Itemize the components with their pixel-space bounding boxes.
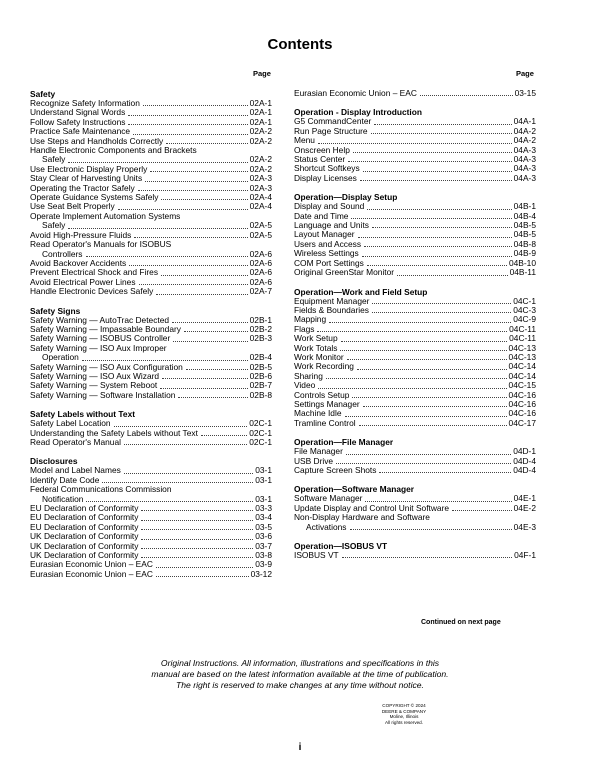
dot-leader — [342, 557, 512, 558]
dot-leader — [341, 341, 508, 342]
dot-leader — [348, 161, 511, 162]
dot-leader — [365, 501, 511, 502]
dot-leader — [350, 529, 512, 530]
toc-section — [294, 484, 536, 532]
toc-entry-page: 04B-9 — [513, 248, 536, 259]
toc-entry-title: UK Declaration of Conformity — [30, 540, 139, 551]
toc-entry-page: 04C-1 — [513, 295, 536, 306]
dot-leader — [68, 228, 247, 229]
toc-entry-page: 02A-4 — [249, 201, 272, 212]
dot-leader — [138, 190, 248, 191]
dot-leader — [186, 369, 248, 370]
dot-leader — [133, 134, 248, 135]
toc-entry[interactable] — [30, 287, 272, 296]
toc-entry-page: 02A-5 — [249, 229, 272, 240]
toc-entry-title: Layout Manager — [294, 229, 355, 240]
toc-entry-page: 04F-1 — [514, 550, 536, 561]
toc-entry-page: 04C-11 — [509, 323, 536, 334]
toc-entry-page: 02A-1 — [249, 116, 272, 127]
dot-leader — [372, 227, 512, 228]
dot-leader — [143, 105, 248, 106]
toc-entry-title: Non-Display Hardware and Software — [294, 512, 430, 523]
toc-entry-title: Understand Signal Words — [30, 107, 126, 118]
toc-entry-title: Safety Warning — System Reboot — [30, 380, 158, 391]
toc-entry-page: 04B-5 — [513, 229, 536, 240]
toc-entry-title: Settings Manager — [294, 398, 360, 409]
footer-line: manual are based on the latest information available at the time of publication. — [151, 669, 449, 679]
toc-entry[interactable] — [294, 419, 536, 428]
toc-entry-page: 02A-1 — [249, 107, 272, 118]
toc-entry-title: Original GreenStar Monitor — [294, 267, 395, 278]
toc-entry-title: Controls Setup — [294, 389, 350, 400]
dot-leader — [374, 124, 511, 125]
toc-entry-title: Safety Warning — Impassable Boundary — [30, 323, 181, 334]
section-heading: Operation - Display Introduction — [294, 107, 422, 118]
toc-entry-page: 04B-10 — [508, 257, 536, 268]
dot-leader — [141, 539, 253, 540]
toc-section — [30, 89, 272, 297]
toc-entry-title: COM Port Settings — [294, 257, 364, 268]
toc-entry[interactable] — [30, 438, 272, 447]
toc-entry-title: Display and Sound — [294, 201, 365, 212]
toc-section — [30, 456, 272, 579]
toc-entry-page: 02A-3 — [249, 173, 272, 184]
toc-entry-title: ISOBUS VT — [294, 550, 339, 561]
toc-entry-title: Users and Access — [294, 238, 362, 249]
dot-leader — [347, 359, 507, 360]
toc-entry-page: 04B-11 — [509, 267, 536, 278]
toc-entry-title: Identify Date Code — [30, 474, 100, 485]
toc-section — [294, 437, 536, 475]
toc-entry-page: 04B-1 — [513, 201, 536, 212]
toc-entry-page: 04C-15 — [508, 380, 536, 391]
toc-entry-page: 04B-8 — [513, 238, 536, 249]
toc-entry-title: Avoid High-Pressure Fluids — [30, 229, 132, 240]
toc-entry-title: Eurasian Economic Union – EAC — [294, 88, 417, 98]
toc-section — [30, 306, 272, 401]
dot-leader — [139, 284, 248, 285]
dot-leader — [359, 425, 507, 426]
toc-entry-title: Eurasian Economic Union – EAC — [30, 559, 153, 570]
page-column-header-right: Page — [516, 69, 534, 78]
toc-entry-title: Safety Warning — ISO Aux Improper — [30, 342, 167, 353]
toc-entry-page: 03-5 — [255, 521, 272, 532]
toc-entry-title: UK Declaration of Conformity — [30, 531, 139, 542]
toc-entry-page: 04A-2 — [513, 125, 536, 136]
dot-leader — [161, 275, 248, 276]
dot-leader — [141, 510, 253, 511]
toc-entry-title: Sharing — [294, 370, 323, 381]
dot-leader — [184, 331, 248, 332]
toc-entry-page: 03-1 — [255, 474, 272, 485]
toc-entry-title: Run Page Structure — [294, 125, 368, 136]
toc-entry-page: 04E-2 — [513, 502, 536, 513]
copyright-line: Moline, Illinois — [389, 714, 419, 720]
toc-entry-title: Federal Communications Commission — [30, 484, 172, 495]
section-heading: Operation—Display Setup — [294, 192, 398, 203]
toc-entry[interactable] — [294, 523, 536, 532]
dot-leader — [329, 322, 511, 323]
toc-entry-page: 02C-1 — [249, 418, 272, 429]
section-heading: Operation—File Manager — [294, 437, 394, 448]
toc-entry-title: Safely — [42, 154, 66, 165]
dot-leader — [364, 246, 512, 247]
toc-entry[interactable] — [294, 306, 536, 315]
dot-leader — [124, 444, 247, 445]
copyright-line: DEERE & COMPANY — [381, 708, 427, 714]
dot-leader — [372, 303, 511, 304]
toc-right-column — [294, 89, 536, 569]
dot-leader — [86, 501, 253, 502]
toc-entry-page: 02A-6 — [249, 257, 272, 268]
toc-entry-title: Fields & Boundaries — [294, 304, 369, 315]
dot-leader — [128, 124, 247, 125]
toc-entry-page: 02A-2 — [249, 135, 272, 146]
toc-entry[interactable] — [294, 362, 536, 371]
toc-entry-page: 02A-2 — [249, 126, 272, 137]
toc-section — [294, 107, 536, 183]
dot-leader — [124, 473, 253, 474]
section-heading: Operation—ISOBUS VT — [294, 541, 388, 552]
toc-section — [30, 409, 272, 447]
dot-leader — [352, 397, 506, 398]
toc-entry-title: Safety Warning — ISOBUS Controller — [30, 333, 171, 344]
toc-entry-title: Operate Guidance Systems Safely — [30, 192, 159, 203]
toc-entry-title: Read Operator's Manual — [30, 437, 121, 447]
toc-entry-title: Use Seat Belt Properly — [30, 201, 115, 212]
toc-entry-page: 04C-9 — [513, 314, 536, 325]
toc-entry-page: 02A-6 — [249, 267, 272, 278]
toc-entry-title: Safety Label Location — [30, 418, 111, 429]
toc-entry[interactable] — [294, 315, 536, 324]
toc-entry-page: 04D-1 — [513, 446, 536, 457]
toc-entry-title: Flags — [294, 323, 315, 334]
dot-leader — [363, 406, 507, 407]
toc-entry-title: Recognize Safety Information — [30, 98, 140, 108]
toc-entry-page: 02A-7 — [249, 286, 272, 297]
dot-leader — [141, 557, 253, 558]
toc-entry-page: 02A-2 — [249, 163, 272, 174]
footer-notice — [60, 658, 540, 691]
dot-leader — [141, 520, 253, 521]
dot-leader — [172, 322, 248, 323]
dot-leader — [156, 576, 249, 577]
toc-entry-title: Model and Label Names — [30, 465, 121, 476]
dot-leader — [340, 350, 506, 351]
dot-leader — [363, 171, 512, 172]
dot-leader — [351, 218, 511, 219]
toc-entry-page: 03-1 — [255, 493, 272, 504]
toc-entry-page: 04A-3 — [513, 163, 536, 174]
toc-entry[interactable] — [294, 89, 536, 98]
toc-entry-page: 04C-16 — [508, 408, 536, 419]
toc-entry-page: 02B-5 — [249, 361, 272, 372]
toc-entry-page: 02B-8 — [249, 389, 272, 400]
dot-leader — [345, 416, 507, 417]
toc-entry-page: 03-7 — [255, 540, 272, 551]
toc-entry-title: Capture Screen Shots — [294, 465, 377, 475]
dot-leader — [82, 360, 248, 361]
dot-leader — [336, 463, 511, 464]
toc-entry-title: Practice Safe Maintenance — [30, 126, 131, 137]
toc-entry-title: Use Electronic Display Properly — [30, 163, 148, 174]
toc-entry-title: Menu — [294, 135, 315, 146]
toc-entry-title: Machine Idle — [294, 408, 342, 419]
toc-entry-title: Safety Warning — ISO Aux Wizard — [30, 370, 160, 381]
toc-entry-title: G5 CommandCenter — [294, 116, 372, 127]
toc-entry-title: Controllers — [42, 248, 83, 259]
toc-entry-page: 04E-3 — [513, 521, 536, 532]
dot-leader — [367, 209, 511, 210]
toc-entry-title: Status Center — [294, 154, 346, 165]
toc-entry-page: 02B-7 — [249, 380, 272, 391]
toc-section — [294, 89, 536, 98]
toc-entry-title: Prevent Electrical Shock and Fires — [30, 267, 159, 278]
toc-entry-page: 02A-2 — [249, 154, 272, 165]
dot-leader — [360, 180, 512, 181]
toc-entry-page: 04C-11 — [509, 333, 536, 344]
toc-entry-page: 04C-3 — [513, 304, 536, 315]
page-column-header-left: Page — [253, 69, 271, 78]
toc-entry-page: 03-3 — [255, 503, 272, 514]
dot-leader — [371, 133, 512, 134]
dot-leader — [129, 265, 247, 266]
toc-entry-page: 04E-1 — [513, 493, 536, 504]
toc-entry-page: 04B-5 — [513, 220, 536, 231]
toc-entry-title: Avoid Electrical Power Lines — [30, 276, 136, 287]
toc-entry-page: 02B-2 — [249, 323, 272, 334]
toc-entry-title: Display Licenses — [294, 172, 357, 183]
toc-entry-title: Work Totals — [294, 342, 338, 353]
toc-entry-page: 04C-14 — [508, 361, 536, 372]
page-number: i — [298, 742, 302, 753]
toc-entry-page: 02A-6 — [249, 248, 272, 259]
toc-entry-title: Eurasian Economic Union – EAC — [30, 568, 153, 579]
dot-leader — [346, 454, 511, 455]
dot-leader — [86, 256, 248, 257]
toc-entry-page: 02A-6 — [249, 276, 272, 287]
toc-entry[interactable] — [294, 174, 536, 183]
toc-entry-title: Update Display and Control Unit Software — [294, 502, 450, 513]
toc-entry-page: 03-12 — [250, 568, 272, 579]
toc-entry-page: 04C-14 — [508, 370, 536, 381]
toc-entry-title: Follow Safety Instructions — [30, 116, 126, 127]
toc-entry-page: 02B-3 — [249, 333, 272, 344]
toc-entry-page: 03-6 — [255, 531, 272, 542]
dot-leader — [318, 143, 512, 144]
toc-entry-page: 02A-4 — [249, 192, 272, 203]
section-heading: Operation—Software Manager — [294, 484, 415, 495]
toc-section — [294, 192, 536, 277]
toc-entry-title: Handle Electronic Devices Safely — [30, 286, 154, 297]
toc-entry-page: 04C-13 — [508, 342, 536, 353]
toc-entry-page: 04A-1 — [513, 116, 536, 127]
toc-entry-page: 03-8 — [255, 550, 272, 561]
section-heading: Safety Labels without Text — [30, 409, 136, 420]
footer-line: Original Instructions. All information, illustrations and specifications in this — [160, 658, 440, 668]
section-heading: Operation—Work and Field Setup — [294, 286, 428, 297]
dot-leader — [141, 529, 253, 530]
dot-leader — [420, 95, 513, 96]
toc-entry-title: Mapping — [294, 314, 327, 325]
dot-leader — [372, 312, 511, 313]
toc-entry-title: Language and Units — [294, 220, 369, 231]
toc-entry-title: EU Declaration of Conformity — [30, 503, 139, 514]
dot-leader — [367, 265, 507, 266]
toc-entry-title: Handle Electronic Components and Brackets — [30, 145, 197, 156]
toc-left-column — [30, 89, 272, 588]
toc-entry-title: Read Operator's Manuals for ISOBUS — [30, 239, 172, 250]
dot-leader — [156, 294, 247, 295]
toc-entry-title: File Manager — [294, 446, 343, 457]
dot-leader — [102, 482, 253, 483]
dot-leader — [134, 237, 247, 238]
copyright-line: All rights reserved. — [384, 719, 424, 725]
dot-leader — [318, 388, 506, 389]
toc-entry-page: 02A-3 — [249, 182, 272, 193]
dot-leader — [68, 162, 247, 163]
toc-entry-page: 04A-3 — [513, 172, 536, 183]
dot-leader — [145, 181, 247, 182]
toc-entry[interactable] — [294, 372, 536, 381]
toc-entry-title: Stay Clear of Harvesting Units — [30, 173, 143, 184]
toc-entry-page: 04A-3 — [513, 144, 536, 155]
dot-leader — [128, 115, 247, 116]
toc-entry-page: 02C-1 — [249, 427, 272, 438]
toc-entry[interactable] — [294, 551, 536, 560]
dot-leader — [161, 199, 247, 200]
toc-entry-title: Safety Warning — AutoTrac Detected — [30, 314, 170, 325]
toc-entry-title: Date and Time — [294, 210, 349, 221]
toc-entry-title: Activations — [306, 521, 347, 532]
toc-section — [294, 287, 536, 429]
dot-leader — [178, 397, 247, 398]
toc-entry-page: 02A-5 — [249, 220, 272, 231]
toc-entry-title: Safety Warning — Software Installation — [30, 389, 176, 400]
dot-leader — [358, 237, 512, 238]
toc-entry-title: Understanding the Safety Labels without Text — [30, 427, 198, 438]
toc-entry-page: 03-15 — [514, 88, 536, 98]
dot-leader — [452, 510, 512, 511]
dot-leader — [326, 378, 507, 379]
toc-entry-title: EU Declaration of Conformity — [30, 521, 139, 532]
toc-entry-title: Use Steps and Handholds Correctly — [30, 135, 164, 146]
toc-entry-page: 04C-16 — [508, 398, 536, 409]
dot-leader — [317, 331, 507, 332]
toc-entry-page: 04D-4 — [513, 465, 536, 475]
toc-entry[interactable] — [30, 146, 272, 155]
copyright-line: COPYRIGHT © 2024 — [382, 703, 426, 708]
dot-leader — [160, 388, 247, 389]
toc-entry-page: 03-4 — [255, 512, 272, 523]
page-title: Contents — [267, 36, 333, 53]
toc-entry[interactable] — [30, 570, 272, 579]
section-heading: Safety — [30, 89, 56, 99]
dot-leader — [141, 548, 253, 549]
toc-entry-title: Onscreen Help — [294, 144, 350, 155]
toc-entry-page: 03-9 — [255, 559, 272, 570]
toc-entry-title: EU Declaration of Conformity — [30, 512, 139, 523]
dot-leader — [379, 472, 511, 473]
toc-entry-title: Operate Implement Automation Systems — [30, 210, 181, 221]
toc-entry[interactable] — [294, 127, 536, 136]
toc-entry-page: 04A-3 — [513, 154, 536, 165]
footer-line: The right is reserved to make changes at any time without notice. — [176, 680, 424, 690]
toc-entry-page: 02B-1 — [249, 314, 272, 325]
dot-leader — [114, 426, 248, 427]
dot-leader — [166, 143, 248, 144]
toc-entry-title: Tramline Control — [294, 417, 356, 428]
copyright-block — [356, 703, 452, 725]
toc-entry-title: Software Manager — [294, 493, 363, 504]
toc-entry-title: Operation — [42, 352, 79, 363]
toc-entry-page: 04C-13 — [508, 351, 536, 362]
toc-entry-title: Work Recording — [294, 361, 354, 372]
dot-leader — [357, 369, 507, 370]
toc-entry-page: 04D-4 — [513, 455, 536, 466]
dot-leader — [118, 209, 248, 210]
toc-section — [294, 541, 536, 560]
toc-entry-page: 03-1 — [255, 465, 272, 476]
section-heading: Disclosures — [30, 456, 78, 467]
toc-entry-title: Avoid Backover Accidents — [30, 257, 127, 268]
dot-leader — [156, 567, 253, 568]
dot-leader — [162, 378, 248, 379]
dot-leader — [201, 435, 247, 436]
toc-entry-page: 02B-6 — [249, 370, 272, 381]
toc-entry-title: Wireless Settings — [294, 248, 359, 259]
toc-entry-title: Video — [294, 380, 316, 391]
toc-entry-title: Safely — [42, 220, 66, 231]
toc-entry-title: Safety Warning — ISO Aux Configuration — [30, 361, 183, 372]
toc-entry-title: Operating the Tractor Safely — [30, 182, 135, 193]
toc-entry-title: Shortcut Softkeys — [294, 163, 360, 174]
dot-leader — [150, 171, 247, 172]
toc-entry-title: Work Monitor — [294, 351, 344, 362]
toc-entry-title: Work Setup — [294, 333, 338, 344]
dot-leader — [353, 152, 512, 153]
toc-entry-title: Equipment Manager — [294, 295, 370, 306]
toc-entry[interactable] — [30, 212, 272, 221]
toc-entry-page: 04C-17 — [508, 417, 536, 428]
toc-entry-page: 02B-4 — [249, 352, 272, 363]
toc-entry-title: Notification — [42, 493, 84, 504]
toc-entry-page: 04B-4 — [513, 210, 536, 221]
dot-leader — [362, 256, 512, 257]
toc-entry-page: 02C-1 — [249, 437, 272, 447]
toc-entry[interactable] — [30, 391, 272, 400]
toc-entry-page: 04A-2 — [513, 135, 536, 146]
toc-entry-page: 04C-16 — [508, 389, 536, 400]
toc-entry-page: 02A-1 — [249, 98, 272, 108]
toc-entry-title: UK Declaration of Conformity — [30, 550, 139, 561]
section-heading: Safety Signs — [30, 305, 81, 316]
toc-entry-title: USB Drive — [294, 455, 334, 466]
dot-leader — [397, 275, 508, 276]
dot-leader — [173, 341, 247, 342]
toc-entry[interactable] — [294, 466, 536, 475]
continued-note: Continued on next page — [421, 619, 501, 626]
toc-entry[interactable] — [294, 268, 536, 277]
